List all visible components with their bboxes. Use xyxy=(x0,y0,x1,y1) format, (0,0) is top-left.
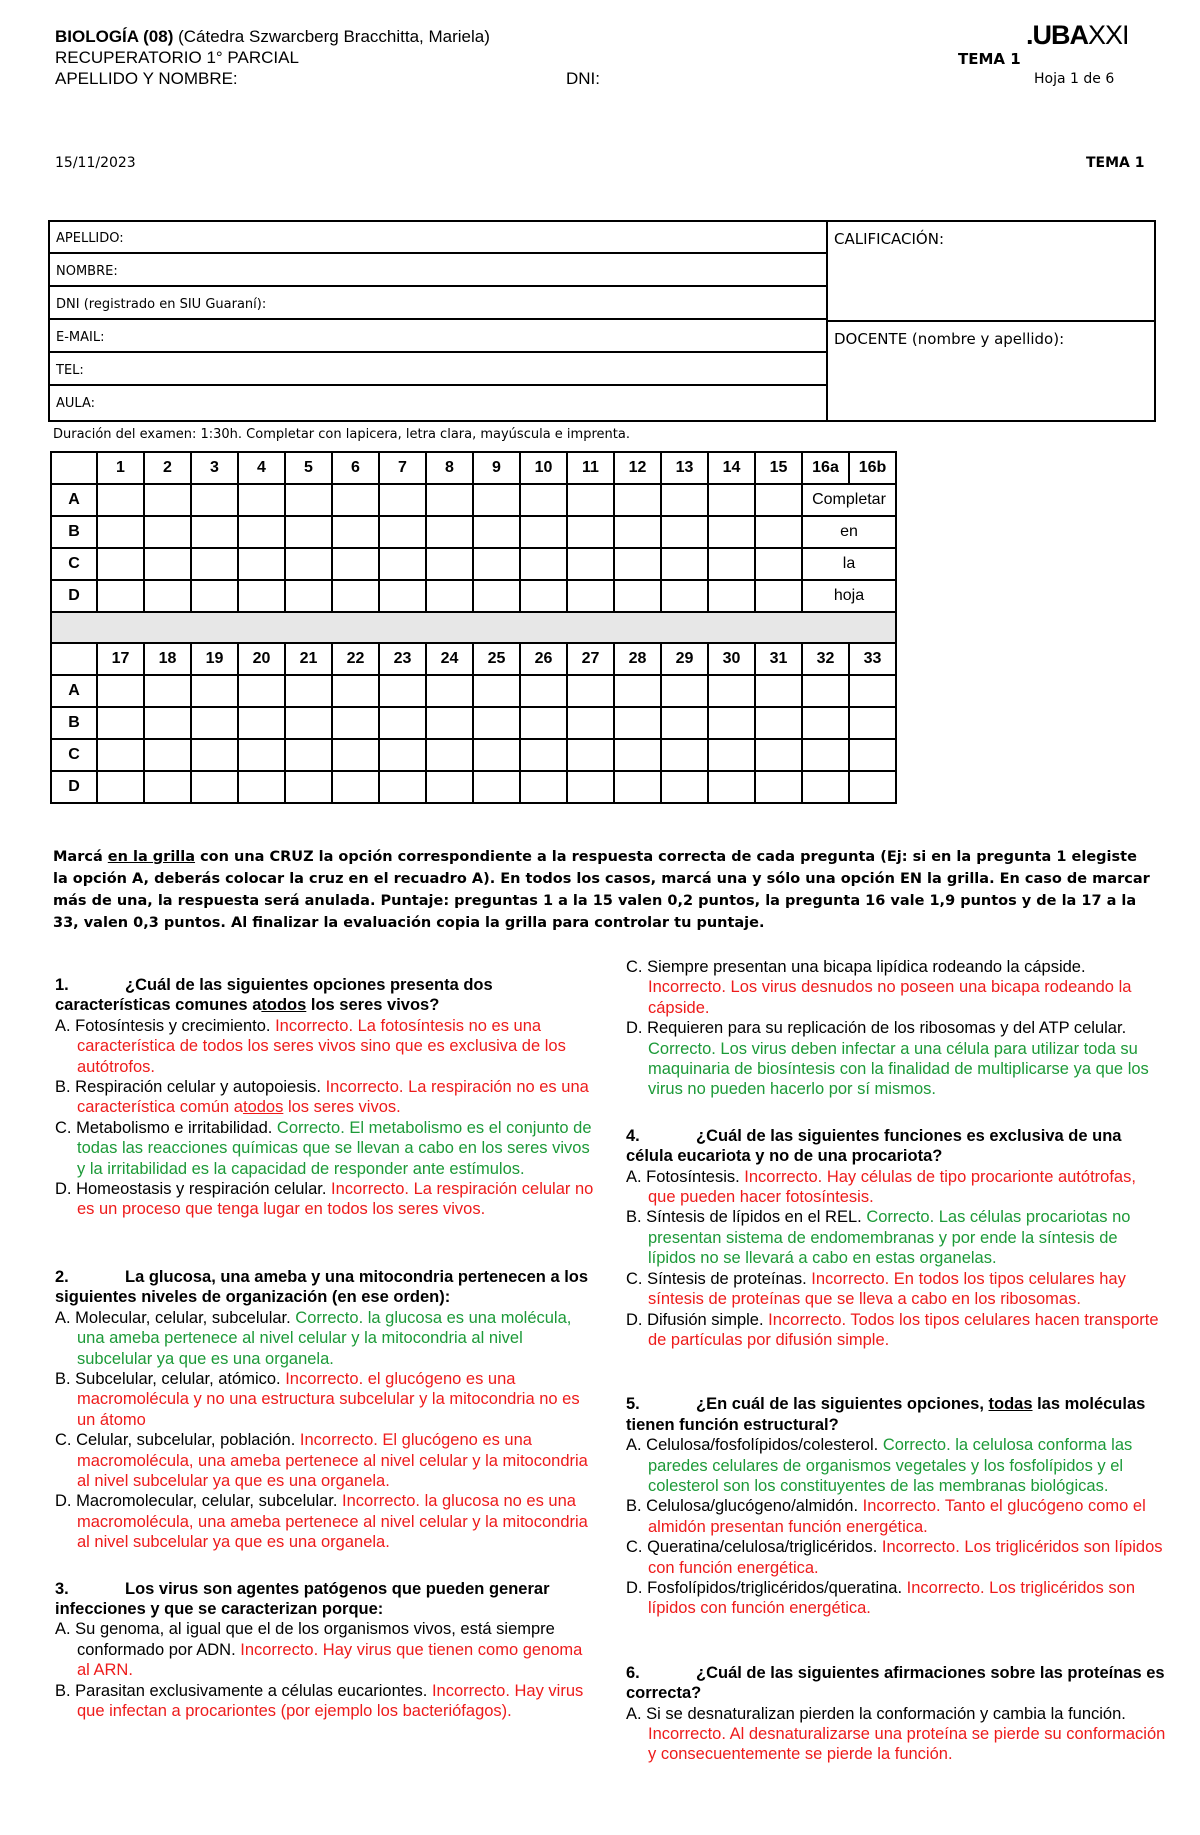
answer-cell[interactable] xyxy=(661,548,708,580)
answer-cell[interactable] xyxy=(708,771,755,803)
option-a: A. Molecular, celular, subcelular. Correcto. la glucosa es una molécula, una ameba pertenece al nivel celular y la mitocondria al nivel subcelular ya que es una organela. xyxy=(55,1308,572,1368)
question-6: 6. ¿Cuál de las siguientes afirmaciones sobre las proteínas es correcta? A. Si se desnaturalizan pierden la conformación y cambia la función. Incorrecto. Al desnaturalizarse una proteína se pierde su conformación y consecuentemente se pierde la función. xyxy=(626,1663,1166,1764)
grid-col-header: 31 xyxy=(755,643,802,675)
option-d: D. Fosfolípidos/triglicéridos/queratina. Incorrecto. Los triglicéridos son lípidos con función energética. xyxy=(626,1578,1135,1618)
grid-col-header: 17 xyxy=(97,643,144,675)
answer-cell[interactable] xyxy=(473,707,520,739)
answer-cell[interactable] xyxy=(238,548,285,580)
answer-cell[interactable] xyxy=(755,675,802,707)
grid-row-label: B xyxy=(51,516,97,548)
grid-col-header: 6 xyxy=(332,452,379,484)
grid-col-header: 10 xyxy=(520,452,567,484)
answer-cell[interactable] xyxy=(520,739,567,771)
answer-cell[interactable] xyxy=(520,675,567,707)
answer-cell[interactable] xyxy=(426,516,473,548)
answer-cell[interactable] xyxy=(285,707,332,739)
answer-cell[interactable] xyxy=(426,580,473,612)
answer-cell[interactable] xyxy=(238,707,285,739)
email-label: E-MAIL: xyxy=(56,330,105,345)
apellido-field[interactable] xyxy=(50,222,826,254)
aula-label: AULA: xyxy=(56,396,95,411)
grid-row-label: D xyxy=(51,580,97,612)
answer-cell[interactable] xyxy=(567,516,614,548)
exam-duration-note: Duración del examen: 1:30h. Completar con lapicera, letra clara, mayúscula e imprenta. xyxy=(53,427,630,442)
answer-cell[interactable] xyxy=(849,739,896,771)
grid-col-header: 23 xyxy=(379,643,426,675)
grid-col-header: 19 xyxy=(191,643,238,675)
answer-cell[interactable] xyxy=(191,548,238,580)
student-info-box xyxy=(48,220,1156,422)
calificacion-label: CALIFICACIÓN: xyxy=(834,230,945,248)
answer-cell[interactable] xyxy=(473,580,520,612)
answer-cell[interactable] xyxy=(238,580,285,612)
questions-left-column xyxy=(55,975,595,1721)
grid-row-b-2 xyxy=(51,707,896,739)
answer-cell[interactable] xyxy=(426,484,473,516)
uba-xxi-logo: .UBAXXI xyxy=(1026,20,1129,50)
question-4: 4. ¿Cuál de las siguientes funciones es exclusiva de una célula eucariota y no de una procariota? A. Fotosíntesis. Incorrecto. Hay células de tipo procarionte autótrofas, que pueden hacer fotosíntesis. B. Síntesis de lípidos en el REL. Correcto. Las células procariotas no presentan sistema de endomembranas y por ende la síntesis de lípidos no se llevará a cabo en estas organelas. C. Síntesis de proteínas. Incorrecto. En todos los tipos celulares hay síntesis de proteínas que se lleva a cabo en los ribosomas. D. Difusión simple. Incorrecto. Todos los tipos celulares hacen transporte de partículas por difusión simple. xyxy=(626,1126,1166,1350)
exam-date: 15/11/2023 xyxy=(55,155,136,171)
answer-cell[interactable] xyxy=(97,580,144,612)
answer-cell[interactable] xyxy=(332,739,379,771)
answer-cell[interactable] xyxy=(285,771,332,803)
grid-col-header: 25 xyxy=(473,643,520,675)
answer-cell[interactable] xyxy=(285,580,332,612)
answer-cell[interactable] xyxy=(379,707,426,739)
answer-cell[interactable] xyxy=(614,516,661,548)
option-d: D. Difusión simple. Incorrecto. Todos los tipos celulares hacen transporte de partículas por difusión simple. xyxy=(626,1310,1159,1349)
answer-cell[interactable] xyxy=(473,548,520,580)
grid-row-d xyxy=(51,580,896,612)
tema-label: TEMA 1 xyxy=(958,50,1021,68)
answer-cell[interactable] xyxy=(473,516,520,548)
answer-cell[interactable] xyxy=(708,484,755,516)
answer-cell[interactable] xyxy=(473,739,520,771)
answer-cell[interactable] xyxy=(379,516,426,548)
answer-grid xyxy=(50,451,897,804)
answer-cell[interactable] xyxy=(849,675,896,707)
question-3-cont xyxy=(626,957,1166,1100)
answer-cell[interactable] xyxy=(708,739,755,771)
answer-cell[interactable] xyxy=(144,580,191,612)
answer-cell[interactable] xyxy=(473,675,520,707)
answer-cell[interactable] xyxy=(520,548,567,580)
option-c: C. Síntesis de proteínas. Incorrecto. En todos los tipos celulares hay síntesis de proteínas que se lleva a cabo en los ribosomas. xyxy=(626,1269,1126,1309)
grid-col-header: 26 xyxy=(520,643,567,675)
dni-field[interactable] xyxy=(50,288,826,320)
answer-cell[interactable] xyxy=(755,484,802,516)
answer-cell[interactable] xyxy=(520,580,567,612)
option-a: A. Su genoma, al igual que el de los organismos vivos, está siempre conformado por ADN. Incorrecto. Hay virus que tienen como genoma al ARN. xyxy=(55,1620,583,1680)
grid-row-label: A xyxy=(51,484,97,516)
page-indicator: Hoja 1 de 6 xyxy=(1034,71,1115,87)
answer-cell[interactable] xyxy=(520,516,567,548)
answer-cell[interactable] xyxy=(144,516,191,548)
grid-col-header: 12 xyxy=(614,452,661,484)
grid-col-header: 24 xyxy=(426,643,473,675)
answer-cell[interactable] xyxy=(567,548,614,580)
tel-label: TEL: xyxy=(56,363,84,378)
grid-col-header: 28 xyxy=(614,643,661,675)
answer-cell[interactable] xyxy=(708,675,755,707)
grid-row-label: C xyxy=(51,739,97,771)
answer-cell[interactable] xyxy=(661,484,708,516)
answer-cell[interactable] xyxy=(755,739,802,771)
option-a: A. Fotosíntesis. Incorrecto. Hay células de tipo procarionte autótrofas, que pueden hacer fotosíntesis. xyxy=(626,1167,1136,1207)
answer-cell[interactable] xyxy=(332,516,379,548)
answer-cell[interactable] xyxy=(332,580,379,612)
option-b: B. Celulosa/glucógeno/almidón. Incorrecto. Tanto el glucógeno como el almidón presentan función energética. xyxy=(626,1497,1146,1536)
apellido-label: APELLIDO: xyxy=(56,231,124,246)
answer-cell[interactable] xyxy=(426,548,473,580)
dni-siu-label: DNI (registrado en SIU Guaraní): xyxy=(56,297,267,312)
course-title: BIOLOGÍA (08) (Cátedra Szwarcberg Bracchitta, Mariela) xyxy=(55,27,490,46)
grid-col-header: 33 xyxy=(849,643,896,675)
option-c: C. Metabolismo e irritabilidad. Correcto. El metabolismo es el conjunto de todas las reacciones químicas que se llevan a cabo en los seres vivos y la irritabilidad es la capacidad de responder ante estímulos. xyxy=(55,1118,592,1178)
grid-note-cell: Completar xyxy=(802,484,896,516)
answer-cell[interactable] xyxy=(426,739,473,771)
answer-cell[interactable] xyxy=(191,516,238,548)
grid-row-label: D xyxy=(51,771,97,803)
answer-cell[interactable] xyxy=(614,739,661,771)
answer-cell[interactable] xyxy=(144,707,191,739)
grid-row-c-2 xyxy=(51,739,896,771)
grid-col-header: 16b xyxy=(849,452,896,484)
answer-cell[interactable] xyxy=(614,580,661,612)
answer-cell[interactable] xyxy=(191,675,238,707)
answer-cell[interactable] xyxy=(567,739,614,771)
answer-cell[interactable] xyxy=(144,675,191,707)
answer-cell[interactable] xyxy=(332,771,379,803)
docente-label: DOCENTE (nombre y apellido): xyxy=(834,330,1065,348)
answer-cell[interactable] xyxy=(191,707,238,739)
answer-cell[interactable] xyxy=(567,707,614,739)
answer-cell[interactable] xyxy=(191,484,238,516)
answer-cell[interactable] xyxy=(97,739,144,771)
option-c: C. Siempre presentan una bicapa lipídica rodeando la cápside. Incorrecto. Los virus desnudos no poseen una bicapa rodeando la cápside. xyxy=(626,958,1132,1017)
dni-label: DNI: xyxy=(566,69,600,88)
grid-col-header: 22 xyxy=(332,643,379,675)
answer-cell[interactable] xyxy=(285,548,332,580)
grid-col-header: 5 xyxy=(285,452,332,484)
answer-cell[interactable] xyxy=(567,771,614,803)
answer-cell[interactable] xyxy=(520,484,567,516)
grid-row-label: C xyxy=(51,548,97,580)
grid-col-header: 4 xyxy=(238,452,285,484)
option-d: D. Macromolecular, celular, subcelular. Incorrecto. la glucosa no es una macromolécula, una ameba pertenece al nivel celular y la mitocondria al nivel subcelular ya que es una organela. xyxy=(55,1492,588,1552)
question-2: 2. La glucosa, una ameba y una mitocondria pertenecen a los siguientes niveles de organización (en ese orden): A. Molecular, celular, subcelular. Correcto. la glucosa es una molécula, una ameba pertenece al nivel celular y la mitocondria al nivel subcelular ya que es una organela. B. Subcelular, celular, atómico. Incorrecto. el glucógeno es una macromolécula y no una estructura subcelular y la mitocondria no es un átomo C. Celular, subcelular, población. Incorrecto. El glucógeno es una macromolécula, una ameba pertenece al nivel celular y la mitocondria al nivel subcelular ya que es una organela. D. Macromolecular, celular, subcelular. Incorrecto. la glucosa no es una macromolécula, una ameba pertenece al nivel celular y la mitocondria al nivel subcelular ya que es una organela. xyxy=(55,1267,595,1553)
answer-cell[interactable] xyxy=(97,548,144,580)
answer-cell[interactable] xyxy=(755,580,802,612)
grid-row-label: A xyxy=(51,675,97,707)
option-a: A. Celulosa/fosfolípidos/colesterol. Correcto. la celulosa conforma las paredes celulares de organismos vegetales y los fosfolípidos y el colesterol son los constituyentes de las membranas biológicas. xyxy=(626,1436,1133,1495)
answer-cell[interactable] xyxy=(332,484,379,516)
answer-cell[interactable] xyxy=(97,707,144,739)
option-a: A. Fotosíntesis y crecimiento. Incorrecto. La fotosíntesis no es una característica de todos los seres vivos sino que es exclusiva de los autótrofos. xyxy=(55,1016,566,1076)
answer-cell[interactable] xyxy=(426,771,473,803)
answer-cell[interactable] xyxy=(144,484,191,516)
option-a: A. Si se desnaturalizan pierden la conformación y cambia la función. Incorrecto. Al desnaturalizarse una proteína se pierde su conformación y consecuentemente se pierde la función. xyxy=(626,1704,1166,1764)
answer-cell[interactable] xyxy=(755,548,802,580)
answer-cell[interactable] xyxy=(379,675,426,707)
grid-row-b xyxy=(51,516,896,548)
grid-note-cell: la xyxy=(802,548,896,580)
answer-cell[interactable] xyxy=(97,484,144,516)
grid-col-header: 2 xyxy=(144,452,191,484)
grid-col-header: 13 xyxy=(661,452,708,484)
answer-cell[interactable] xyxy=(285,516,332,548)
answer-cell[interactable] xyxy=(849,771,896,803)
grid-note-cell: hoja xyxy=(802,580,896,612)
grid-corner xyxy=(51,452,97,484)
option-b: B. Respiración celular y autopoiesis. Incorrecto. La respiración no es una característica común atodos los seres vivos. xyxy=(55,1078,589,1117)
name-label: APELLIDO Y NOMBRE: xyxy=(55,69,238,88)
grid-col-header: 27 xyxy=(567,643,614,675)
option-d: D. Homeostasis y respiración celular. Incorrecto. La respiración celular no es un proceso que tenga lugar en todos los seres vivos. xyxy=(55,1180,594,1219)
tema-label-2: TEMA 1 xyxy=(1086,155,1145,171)
email-field[interactable] xyxy=(50,321,826,353)
question-1: 1. ¿Cuál de las siguientes opciones presenta dos características comunes atodos los seres vivos? A. Fotosíntesis y crecimiento. Incorrecto. La fotosíntesis no es una característica de todos los seres vivos sino que es exclusiva de los autótrofos. B. Respiración celular y autopoiesis. Incorrecto. La respiración no es una característica común atodos los seres vivos. C. Metabolismo e irritabilidad. Correcto. El metabolismo es el conjunto de todas las reacciones químicas que se llevan a cabo en los seres vivos y la irritabilidad es la capacidad de responder ante estímulos. D. Homeostasis y respiración celular. Incorrecto. La respiración celular no es un proceso que tenga lugar en todos los seres vivos. xyxy=(55,976,594,1219)
answer-cell[interactable] xyxy=(238,739,285,771)
exam-title: RECUPERATORIO 1° PARCIAL xyxy=(55,48,299,67)
answer-cell[interactable] xyxy=(849,707,896,739)
answer-cell[interactable] xyxy=(802,739,849,771)
grid-col-header: 9 xyxy=(473,452,520,484)
grid-col-header: 29 xyxy=(661,643,708,675)
answer-cell[interactable] xyxy=(191,771,238,803)
answer-cell[interactable] xyxy=(520,771,567,803)
answer-cell[interactable] xyxy=(285,484,332,516)
answer-cell[interactable] xyxy=(567,675,614,707)
answer-cell[interactable] xyxy=(144,739,191,771)
answer-cell[interactable] xyxy=(426,675,473,707)
grid-col-header: 8 xyxy=(426,452,473,484)
grid-col-header: 20 xyxy=(238,643,285,675)
answer-cell[interactable] xyxy=(661,739,708,771)
answer-cell[interactable] xyxy=(708,516,755,548)
grid-col-header: 21 xyxy=(285,643,332,675)
answer-cell[interactable] xyxy=(97,675,144,707)
answer-cell[interactable] xyxy=(332,707,379,739)
grid-col-header: 7 xyxy=(379,452,426,484)
answer-cell[interactable] xyxy=(661,516,708,548)
answer-cell[interactable] xyxy=(379,739,426,771)
answer-cell[interactable] xyxy=(708,580,755,612)
answer-cell[interactable] xyxy=(97,771,144,803)
aula-field[interactable] xyxy=(50,387,826,419)
grid-row-d-2 xyxy=(51,771,896,803)
answer-cell[interactable] xyxy=(802,707,849,739)
grid-col-header: 1 xyxy=(97,452,144,484)
grid-col-header: 16a xyxy=(802,452,849,484)
grid-row-a-2 xyxy=(51,675,896,707)
answer-cell[interactable] xyxy=(708,707,755,739)
answer-cell[interactable] xyxy=(614,771,661,803)
grid-row-label: B xyxy=(51,707,97,739)
answer-cell[interactable] xyxy=(661,675,708,707)
grid-col-header: 30 xyxy=(708,643,755,675)
answer-cell[interactable] xyxy=(332,548,379,580)
option-b: B. Síntesis de lípidos en el REL. Correcto. Las células procariotas no presentan sistema de endomembranas y por ende la síntesis de lípidos no se llevará a cabo en estas organelas. xyxy=(626,1208,1131,1268)
answer-cell[interactable] xyxy=(473,484,520,516)
answer-cell[interactable] xyxy=(755,771,802,803)
answer-cell[interactable] xyxy=(755,707,802,739)
answer-cell[interactable] xyxy=(144,548,191,580)
grid-separator xyxy=(51,612,896,643)
grid-separator-row xyxy=(51,612,896,643)
grid-row-a xyxy=(51,484,896,516)
answer-cell[interactable] xyxy=(614,548,661,580)
answer-cell[interactable] xyxy=(144,771,191,803)
answer-cell[interactable] xyxy=(97,516,144,548)
answer-cell[interactable] xyxy=(379,580,426,612)
answer-cell[interactable] xyxy=(426,707,473,739)
grid-corner xyxy=(51,643,97,675)
answer-cell[interactable] xyxy=(755,516,802,548)
grid-note-cell: en xyxy=(802,516,896,548)
answer-cell[interactable] xyxy=(238,516,285,548)
answer-cell[interactable] xyxy=(567,484,614,516)
grid-col-header: 3 xyxy=(191,452,238,484)
answer-cell[interactable] xyxy=(614,707,661,739)
divider xyxy=(828,320,1156,322)
option-d: D. Requieren para su replicación de los ribosomas y del ATP celular. Correcto. Los virus deben infectar a una célula para utilizar toda su maquinaria de biosíntesis con la finalidad de multiplicarse ya que los virus no pueden hacerlo por sí mismos. xyxy=(626,1019,1149,1099)
answer-cell[interactable] xyxy=(379,771,426,803)
answer-cell[interactable] xyxy=(379,548,426,580)
answer-cell[interactable] xyxy=(238,771,285,803)
option-c: C. Queratina/celulosa/triglicéridos. Incorrecto. Los triglicéridos son lípidos con función energética. xyxy=(626,1538,1163,1577)
answer-cell[interactable] xyxy=(191,580,238,612)
instructions: Marcá en la grilla con una CRUZ la opción correspondiente a la respuesta correcta de cada pregunta (Ej: si en la pregunta 1 elegiste la opción A, deberás colocar la cruz en el recuadro A). En todos los casos, marcá una y sólo una opción EN la grilla. En caso de marcar más de una, la respuesta será anulada. Puntaje: preguntas 1 a la 15 valen 0,2 puntos, la pregunta 16 vale 1,9 puntos y de la 17 a la 33, valen 0,3 puntos. Al finalizar la evaluación copia la grilla para controlar tu puntaje. xyxy=(53,849,1150,931)
answer-cell[interactable] xyxy=(802,771,849,803)
answer-cell[interactable] xyxy=(520,707,567,739)
answer-cell[interactable] xyxy=(238,484,285,516)
option-b: B. Parasitan exclusivamente a células eucariontes. Incorrecto. Hay virus que infectan a procariontes (por ejemplo los bacteriófagos). xyxy=(55,1681,584,1720)
grid-col-header: 15 xyxy=(755,452,802,484)
grid-col-header: 14 xyxy=(708,452,755,484)
answer-cell[interactable] xyxy=(661,707,708,739)
nombre-label: NOMBRE: xyxy=(56,264,118,279)
grid-col-header: 11 xyxy=(567,452,614,484)
answer-cell[interactable] xyxy=(708,548,755,580)
option-b: B. Subcelular, celular, atómico. Incorrecto. el glucógeno es una macromolécula y no una estructura subcelular y la mitocondria no es un átomo xyxy=(55,1369,580,1429)
answer-cell[interactable] xyxy=(473,771,520,803)
answer-cell[interactable] xyxy=(379,484,426,516)
answer-cell[interactable] xyxy=(802,675,849,707)
grid-row-c xyxy=(51,548,896,580)
answer-cell[interactable] xyxy=(661,771,708,803)
answer-cell[interactable] xyxy=(567,580,614,612)
answer-cell[interactable] xyxy=(285,739,332,771)
grid-header-row xyxy=(51,452,896,484)
answer-cell[interactable] xyxy=(191,739,238,771)
answer-cell[interactable] xyxy=(285,675,332,707)
grid-col-header: 32 xyxy=(802,643,849,675)
grid-header-row-2 xyxy=(51,643,896,675)
option-c: C. Celular, subcelular, población. Incorrecto. El glucógeno es una macromolécula, una ameba pertenece al nivel celular y la mitocondria al nivel subcelular ya que es una organela. xyxy=(55,1431,588,1490)
answer-cell[interactable] xyxy=(238,675,285,707)
tel-field[interactable] xyxy=(50,354,826,386)
answer-cell[interactable] xyxy=(614,675,661,707)
answer-cell[interactable] xyxy=(661,580,708,612)
questions-right-column xyxy=(626,957,1166,1765)
question-5: 5. ¿En cuál de las siguientes opciones, todas las moléculas tienen función estructural? A. Celulosa/fosfolípidos/colesterol. Correcto. la celulosa conforma las paredes celulares de organismos vegetales y los fosfolípidos y el colesterol son los constituyentes de las membranas biológicas. B. Celulosa/glucógeno/almidón. Incorrecto. Tanto el glucógeno como el almidón presentan función energética. C. Queratina/celulosa/triglicéridos. Incorrecto. Los triglicéridos son lípidos con función energética. D. Fosfolípidos/triglicéridos/queratina. Incorrecto. Los triglicéridos son lípidos con función energética. xyxy=(626,1394,1166,1618)
answer-cell[interactable] xyxy=(614,484,661,516)
grid-col-header: 18 xyxy=(144,643,191,675)
question-3: 3. Los virus son agentes patógenos que pueden generar infecciones y que se caracterizan porque: A. Su genoma, al igual que el de los organismos vivos, está siempre conformado por ADN. Incorrecto. Hay virus que tienen como genoma al ARN. B. Parasitan exclusivamente a células eucariontes. Incorrecto. Hay virus que infectan a procariontes (por ejemplo los bacteriófagos). xyxy=(55,1579,595,1722)
answer-cell[interactable] xyxy=(332,675,379,707)
nombre-field[interactable] xyxy=(50,255,826,287)
